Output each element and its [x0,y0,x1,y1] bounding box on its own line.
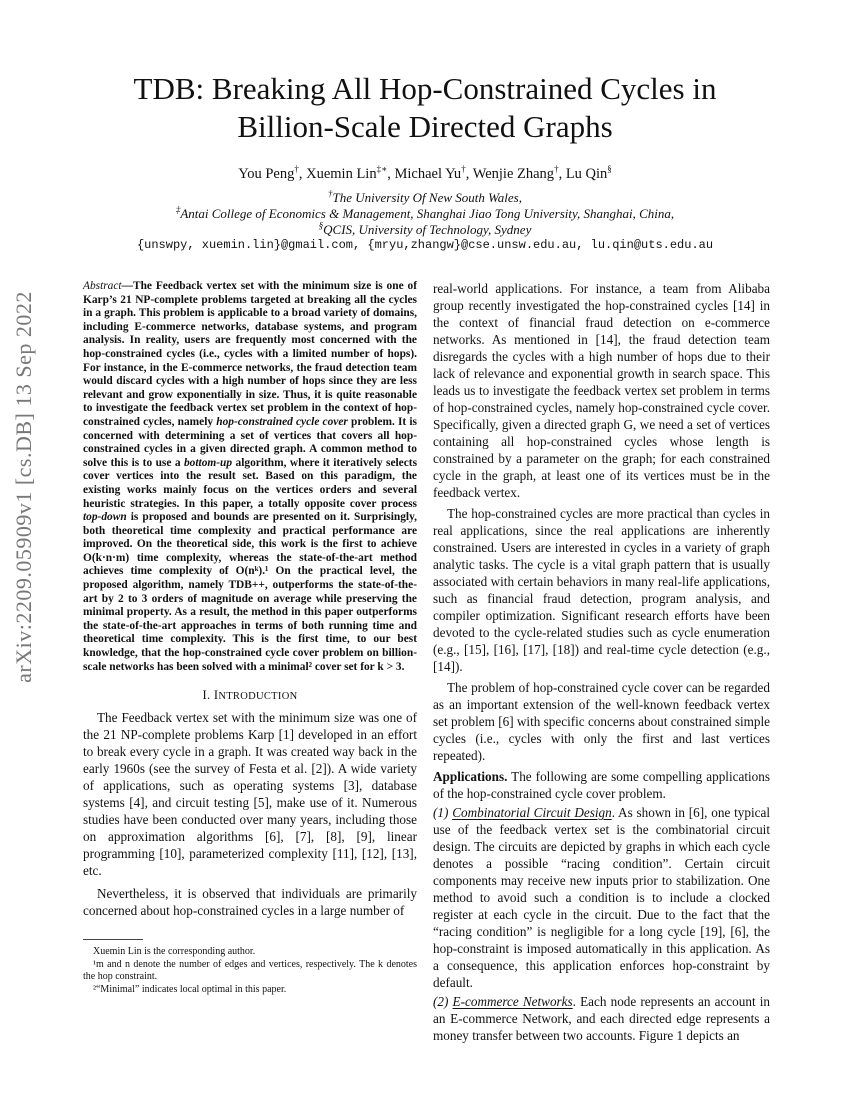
affiliation: §QCIS, University of Technology, Sydney [318,220,532,237]
title-line-2: Billion-Scale Directed Graphs [237,109,613,144]
footnote: ²“Minimal” indicates local optimal in this paper. [93,983,287,995]
body-paragraph: The hop-constrained cycles are more practical than cycles in real applications, since the real applications are inherently constrained. Users are interested in cycles in a variety of graph analytic tasks. The cycle is a vital graph pattern that is usually associated with certain behaviors in many real-life applications, such as financial fraud detection, program analysis, and compiler optimization. Significant research efforts have been devoted to the cycle-related studies such as cycle enumeration (e.g., [15], [16], [17], [18]) and real-time cycle detection (e.g., [14]). [433,506,770,674]
applications-paragraph: Applications. The following are some compelling applications of the hop-constrained cycle cover problem. [433,769,770,801]
author-list: You Peng†, Xuemin Lin‡∗, Michael Yu†, Wenjie Zhang†, Lu Qin§ [238,164,612,182]
paper-title [80,70,770,146]
right-column [433,280,770,1044]
author: Xuemin Lin [306,166,377,182]
footnote: ¹m and n denote the number of edges and vertices, respectively. The k denotes the hop constraint. [83,958,417,983]
title-line-1: TDB: Breaking All Hop-Constrained Cycles in [133,71,717,106]
affiliation: †The University Of New South Wales, [328,188,522,205]
affiliation: ‡Antai College of Economics & Management, Shanghai Jiao Tong University, Shanghai, China, [175,204,675,221]
author: Wenjie Zhang [472,166,555,182]
footnote-rule [83,939,143,940]
section-heading-introduction: I. INTRODUCTION [202,688,298,703]
intro-paragraph: Nevertheless, it is observed that individuals are primarily concerned about hop-constrained cycles in a large number of [83,886,417,919]
abstract: Abstract—The Feedback vertex set with the minimum size is one of Karp’s 21 NP-complete problems targeted at breaking all the cycles in a graph. This problem is applicable to a broad variety of domains, including E-commerce networks, database systems, and program analysis. In reality, users are frequently most concerned with the hop-constrained cycles (i.e., cycles with a limited number of hops). For instance, in the E-commerce networks, the fraud detection team would discard cycles with a high number of hops since they are less relevant and grow exponentially in size. Thus, it is quite reasonable to investigate the feedback vertex set problem in the context of hop-constrained cycles, namely hop-constrained cycle cover problem. It is concerned with determining a set of vertices that covers all hop-constrained cycles in a given directed graph. A common method to solve this is to use a bottom-up algorithm, where it iteratively selects cover vertices into the result set. Based on this paradigm, the existing works mainly focus on the vertices orders and several heuristic strategies. In this paper, a totally opposite cover process top-down is proposed and bounds are presented on it. Surprisingly, both theoretical time complexity and practical performance are improved. On the theoretical side, this work is the first to achieve O(k·n·m) time complexity, whereas the state-of-the-art method achieves time complexity of O(nᵏ).¹ On the practical level, the proposed algorithm, namely TDB++, outperforms the state-of-the-art by 2 to 3 orders of magnitude on average while preserving the minimal property. As a result, the method in this paper outperforms the state-of-the-art approaches in terms of both running time and theoretical time complexity. This is the first time, to our best knowledge, that the hop-constrained cycle cover problem on billion-scale networks has been solved with a minimal² cover set for k > 3. [83,280,417,673]
body-paragraph: real-world applications. For instance, a team from Alibaba group recently investigated the hop-constrained cycles [14] in the context of financial fraud detection on e-commerce networks. As mentioned in [14], the fraud detection team disregards the cycles with a high number of hops due to their lack of relevance and exponential growth in search space. This leads us to investigate the feedback vertex set problem in terms of hop-constrained cycles, namely hop-constrained cycle cover. Specifically, given a directed graph G, we need a set of vertices containing all hop-constrained cycles whose length is constrained by a parameter on the graph; for each constrained cycle in the graph, at least one of its vertices must be in the feedback vertex. [433,281,770,500]
arxiv-sidebar [0,0,48,1100]
application-item-circuit: (1) Combinatorial Circuit Design. As shown in [6], one typical use of the feedback vertex set is the combinatorial circuit design. The circuits are depicted by graphs in which each cycle denotes a possible “racing condition”. Certain circuit components may receive new inputs prior to stabilization. One method to avoid such a condition is to include a clocked register at each cycle in the circuit. Due to the fact that the “racing condition” is negligible for a long cycle [19], [6], the hop-constraint is imposed automatically in this application. As a consequence, this application enforces hop-constraint by default. [433,805,770,990]
author-emails: {unswpy, xuemin.lin}@gmail.com, {mryu,zhangw}@cse.unsw.edu.au, lu.qin@uts.edu.au [136,238,714,252]
arxiv-identifier: arXiv:2209.05909v1 [cs.DB] 13 Sep 2022 [11,291,36,683]
author: Lu Qin [565,166,608,182]
footnote: Xuemin Lin is the corresponding author. [93,946,256,958]
intro-paragraph: The Feedback vertex set with the minimum size was one of the 21 NP-complete problems Karp [1] developed in an effort to break every cycle in a graph. It was created way back in the early 1960s (see the survey of Festa et al. [2]). A wide variety of applications, such as operating systems [3], database systems [4], and circuit testing [5], make use of it. Numerous studies have been conducted over many years, including those on approximation algorithms [6], [7], [8], [9], linear programming [10], parameterized complexity [11], [12], [13], etc. [83,710,417,879]
application-item-ecommerce: (2) E-commerce Networks. Each node represents an account in an E-commerce Network, and each directed edge represents a money transfer between two accounts. Figure 1 depicts an [433,994,771,1043]
body-paragraph: The problem of hop-constrained cycle cover can be regarded as an important extension of the well-known feedback vertex set problem [6] with specific concerns about constrained simple cycles (i.e., cycles with only the first and last vertices repeated). [433,680,770,763]
author: You Peng [238,166,295,182]
author: Michael Yu [394,166,462,182]
left-column [83,280,417,996]
